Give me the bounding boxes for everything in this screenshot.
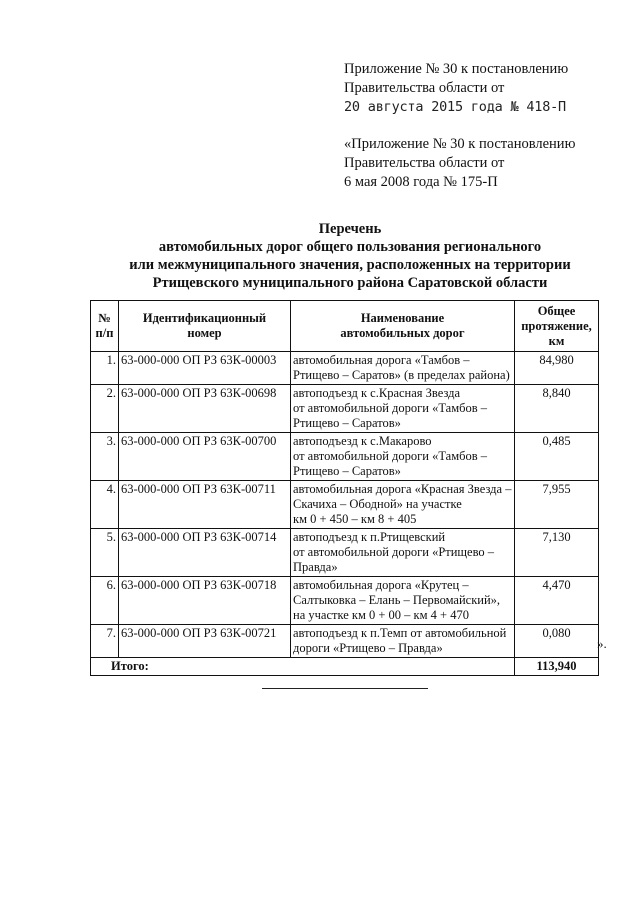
row-length: 84,980 <box>515 352 599 385</box>
header-name <box>291 301 515 352</box>
total-label: Итого: <box>91 658 515 676</box>
road-name-line: автоподъезд к п.Темп от автомобильной <box>293 626 507 640</box>
header-length-line-2: протяжение, <box>521 318 592 333</box>
row-number: 7. <box>91 625 119 658</box>
road-name-line: от автомобильной дороги «Ртищево – <box>293 545 495 559</box>
table-body <box>91 352 599 658</box>
table-row <box>91 625 599 658</box>
appendix-header <box>344 60 634 117</box>
header-name-line-2: автомобильных дорог <box>340 326 465 340</box>
row-identifier: 63-000-000 ОП РЗ 63К-00698 <box>119 385 291 433</box>
row-identifier: 63-000-000 ОП РЗ 63К-00721 <box>119 625 291 658</box>
row-number: 3. <box>91 433 119 481</box>
row-identifier: 63-000-000 ОП РЗ 63К-00003 <box>119 352 291 385</box>
row-road-name <box>291 481 515 529</box>
table-row <box>91 385 599 433</box>
road-name-line: автомобильная дорога «Крутец – <box>293 578 469 592</box>
road-name-line: автомобильная дорога «Красная Звезда – <box>293 482 512 496</box>
row-road-name <box>291 529 515 577</box>
original-appendix-line-1: «Приложение № 30 к постановлению <box>344 136 576 152</box>
appendix-line-1: Приложение № 30 к постановлению <box>344 61 569 77</box>
signature-line <box>262 688 428 689</box>
table-row <box>91 433 599 481</box>
row-length: 8,840 <box>515 385 599 433</box>
road-name-line: Ртищево – Саратов» <box>293 464 401 478</box>
road-name-line: автоподъезд к с.Макарово <box>293 434 432 448</box>
original-appendix-header <box>344 135 634 192</box>
row-road-name <box>291 352 515 385</box>
title-line-1: Перечень <box>318 221 382 237</box>
appendix-line-2: Правительства области от <box>344 80 505 96</box>
road-name-line: дороги «Ртищево – Правда» <box>293 641 443 655</box>
appendix-date-stamp: 20 августа 2015 года № 418-П <box>344 99 566 115</box>
table-total-row <box>91 658 599 676</box>
header-id-line-2: номер <box>187 326 222 340</box>
row-length: 0,485 <box>515 433 599 481</box>
row-number: 4. <box>91 481 119 529</box>
road-name-line: км 0 + 450 – км 8 + 405 <box>293 512 417 526</box>
road-name-line: Ртищево – Саратов» (в пределах района) <box>293 368 510 382</box>
title-line-4: Ртищевского муниципального района Саратовской области <box>152 275 548 291</box>
table-row <box>91 577 599 625</box>
header-num <box>91 301 119 352</box>
closing-quote: ». <box>597 636 607 651</box>
header-id-line-1: Идентификационный <box>142 311 267 325</box>
roads-table <box>90 300 599 676</box>
row-length: 7,955 <box>515 481 599 529</box>
title-line-2: автомобильных дорог общего пользования регионального <box>158 239 542 255</box>
row-number: 2. <box>91 385 119 433</box>
total-value: 113,940 <box>515 658 599 676</box>
road-name-line: Правда» <box>293 560 338 574</box>
header-length <box>515 301 599 352</box>
row-number: 5. <box>91 529 119 577</box>
row-road-name <box>291 433 515 481</box>
road-name-line: автоподъезд к с.Красная Звезда <box>293 386 461 400</box>
row-number: 1. <box>91 352 119 385</box>
road-name-line: от автомобильной дороги «Тамбов – <box>293 401 487 415</box>
header-id <box>119 301 291 352</box>
row-length: 7,130 <box>515 529 599 577</box>
road-name-line: Ртищево – Саратов» <box>293 416 401 430</box>
row-number: 6. <box>91 577 119 625</box>
table-row <box>91 529 599 577</box>
row-road-name <box>291 385 515 433</box>
header-length-line-3: км <box>548 333 565 348</box>
original-appendix-line-2: Правительства области от <box>344 155 505 171</box>
row-road-name <box>291 577 515 625</box>
header-num-line-1: № <box>98 311 111 325</box>
row-identifier: 63-000-000 ОП РЗ 63К-00718 <box>119 577 291 625</box>
road-name-line: автомобильная дорога «Тамбов – <box>293 353 470 367</box>
original-appendix-line-3: 6 мая 2008 года № 175-П <box>344 174 498 190</box>
row-identifier: 63-000-000 ОП РЗ 63К-00700 <box>119 433 291 481</box>
road-name-line: на участке км 0 + 00 – км 4 + 470 <box>293 608 469 622</box>
header-num-line-2: п/п <box>95 326 114 340</box>
header-name-line-1: Наименование <box>360 311 445 325</box>
table-row <box>91 352 599 385</box>
row-length: 4,470 <box>515 577 599 625</box>
row-identifier: 63-000-000 ОП РЗ 63К-00711 <box>119 481 291 529</box>
row-identifier: 63-000-000 ОП РЗ 63К-00714 <box>119 529 291 577</box>
header-length-line-1: Общее <box>537 303 576 318</box>
document-title <box>90 220 610 292</box>
row-road-name <box>291 625 515 658</box>
title-line-3: или межмуниципального значения, расположенных на территории <box>129 257 571 273</box>
road-name-line: от автомобильной дороги «Тамбов – <box>293 449 487 463</box>
road-name-line: Салтыковка – Елань – Первомайский», <box>293 593 501 607</box>
road-name-line: Скачиха – Ободной» на участке <box>293 497 462 511</box>
table-header-row <box>91 301 599 352</box>
row-length: 0,080 <box>515 625 599 658</box>
table-row <box>91 481 599 529</box>
road-name-line: автоподъезд к п.Ртищевский <box>293 530 446 544</box>
